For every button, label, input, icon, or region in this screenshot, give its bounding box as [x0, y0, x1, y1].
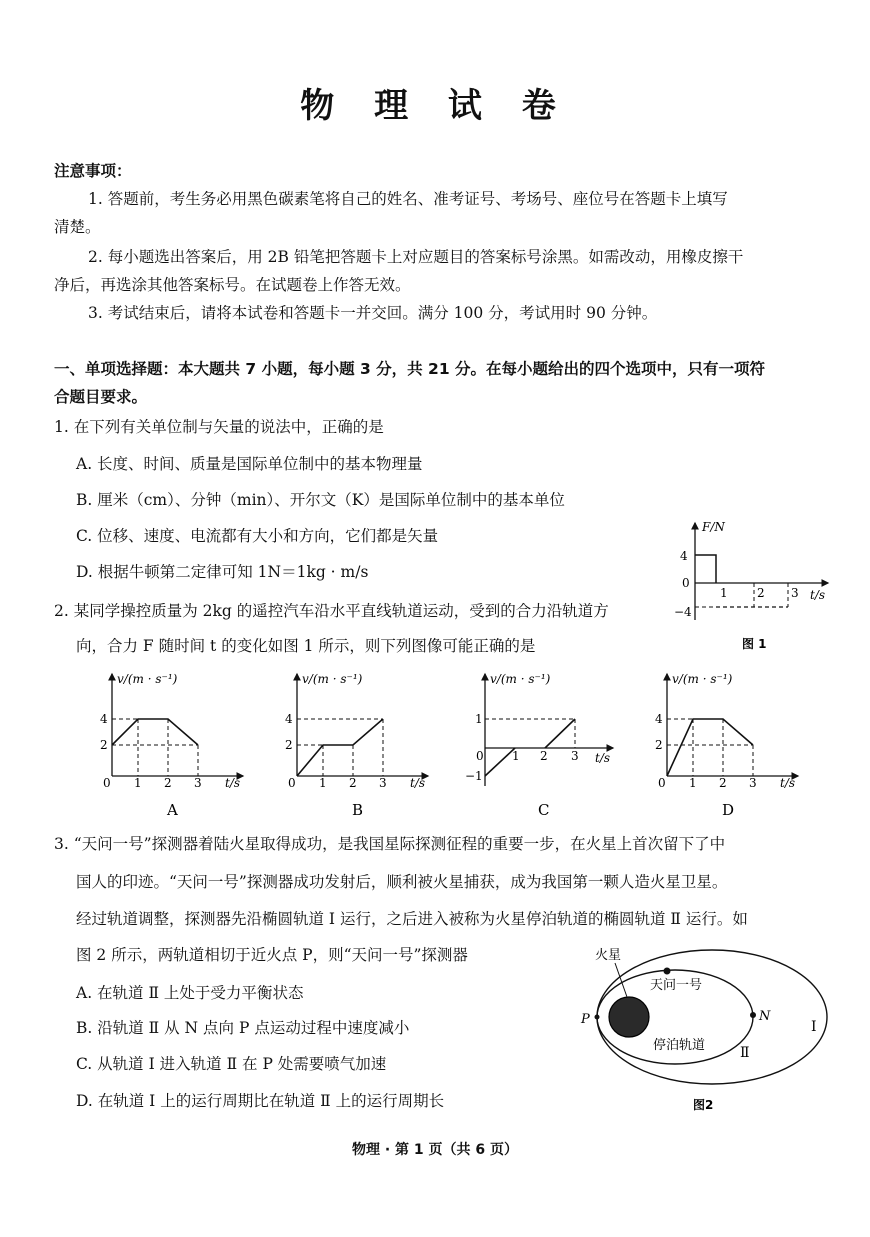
fig1-x-tick-3: 3 — [791, 586, 799, 600]
question-1-stem: 1. 在下列有关单位制与矢量的说法中，正确的是 — [54, 418, 384, 436]
graph-c-curve-segment-2 — [545, 719, 575, 748]
question-3-line-3: 经过轨道调整，探测器先沿椭圆轨道 Ⅰ 运行，之后进入被称为火星停泊轨道的椭圆轨道 Ⅱ 运行。如 — [76, 910, 748, 928]
figure-1-force-time-graph — [670, 515, 840, 655]
mars-planet — [609, 997, 649, 1037]
graph-d-x-label: t/s — [780, 776, 796, 790]
point-p-dot — [595, 1015, 600, 1020]
graph-d-label: D — [722, 801, 735, 819]
graph-b-y-tick-4: 4 — [285, 712, 293, 726]
section-1-heading-line-1: 一、单项选择题：本大题共 7 小题，每小题 3 分，共 21 分。在每小题给出的四个选项中，只有一项符 — [54, 360, 766, 378]
graph-b-y-tick-2: 2 — [285, 738, 293, 752]
graph-a-label: A — [167, 801, 178, 819]
graph-a-x-tick-2: 2 — [164, 776, 172, 790]
question-1-option-a: A. 长度、时间、质量是国际单位制中的基本物理量 — [76, 455, 423, 473]
graph-b-x-tick-1: 1 — [319, 776, 327, 790]
mars-label: 火星 — [595, 948, 622, 963]
fig1-x-tick-1: 1 — [720, 586, 728, 600]
parking-orbit-label: 停泊轨道 — [653, 1038, 706, 1053]
notice-item-1-line-1: 1. 答题前，考生务必用黑色碳素笔将自己的姓名、准考证号、考场号、座位号在答题卡上填写 — [88, 190, 728, 208]
graph-c-x-tick-3: 3 — [571, 749, 579, 763]
fig1-x-label: t/s — [810, 588, 826, 602]
fig1-y-tick-neg4: −4 — [674, 605, 692, 619]
question-3-option-c: C. 从轨道 Ⅰ 进入轨道 Ⅱ 在 P 处需要喷气加速 — [76, 1055, 387, 1073]
graph-c-x-tick-1: 1 — [512, 749, 520, 763]
point-n-dot — [750, 1012, 756, 1018]
graph-a-y-label: v/(m · s⁻¹) — [117, 672, 178, 686]
graph-a-x-tick-1: 1 — [134, 776, 142, 790]
graph-c-y-tick-1: 1 — [475, 712, 483, 726]
graph-b-x-label: t/s — [410, 776, 426, 790]
graph-a-y-tick-4: 4 — [100, 712, 108, 726]
graph-a-origin: 0 — [103, 776, 111, 790]
graph-a-y-tick-2: 2 — [100, 738, 108, 752]
graph-a-x-label: t/s — [225, 776, 241, 790]
graph-c-x-label: t/s — [595, 751, 611, 765]
graph-d-curve — [667, 719, 753, 776]
notice-item-3: 3. 考试结束后，请将本试卷和答题卡一并交回。满分 100 分，考试用时 90 分钟。 — [88, 304, 658, 322]
graph-c-curve-segment-1 — [485, 748, 515, 776]
fig1-y-tick-0: 0 — [682, 576, 690, 590]
page-footer: 物理 · 第 1 页（共 6 页） — [351, 1142, 519, 1158]
graph-d-x-tick-3: 3 — [749, 776, 757, 790]
notice-heading: 注意事项： — [54, 162, 132, 180]
graph-b-x-tick-3: 3 — [379, 776, 387, 790]
graph-a-guides — [112, 719, 198, 776]
probe-dot — [664, 968, 671, 975]
question-1-option-b: B. 厘米（cm）、分钟（min）、开尔文（K）是国际单位制中的基本单位 — [76, 491, 565, 509]
page-title: 物 理 试 卷 — [300, 86, 570, 126]
point-n-label: N — [759, 1009, 771, 1024]
graph-d-x-tick-1: 1 — [689, 776, 697, 790]
graph-c-y-tick-neg1: −1 — [465, 769, 483, 783]
question-2-line-2: 向，合力 F 随时间 t 的变化如图 1 所示，则下列图像可能正确的是 — [76, 637, 536, 655]
graph-d-y-label: v/(m · s⁻¹) — [672, 672, 733, 686]
notice-item-1-line-2: 清楚。 — [54, 218, 101, 236]
graph-b-x-tick-2: 2 — [349, 776, 357, 790]
fig1-force-segment-1 — [695, 555, 716, 583]
graph-b — [280, 668, 440, 823]
orbit-1-label: Ⅰ — [811, 1019, 817, 1035]
fig1-y-tick-4: 4 — [680, 549, 688, 563]
probe-label: 天问一号 — [650, 978, 703, 993]
graph-d — [650, 668, 810, 823]
graph-b-label: B — [352, 801, 364, 819]
orbit-2-label: Ⅱ — [740, 1045, 750, 1061]
graph-b-y-label: v/(m · s⁻¹) — [302, 672, 363, 686]
graph-b-curve — [297, 719, 383, 776]
fig1-y-label: F/N — [702, 520, 725, 534]
graph-c-label: C — [538, 801, 550, 819]
section-1-heading-line-2: 合题目要求。 — [54, 388, 148, 406]
graph-a — [95, 668, 255, 823]
graph-a-x-tick-3: 3 — [194, 776, 202, 790]
graph-c — [465, 668, 625, 823]
question-2-line-1: 2. 某同学操控质量为 2kg 的遥控汽车沿水平直线轨道运动，受到的合力沿轨道方 — [54, 602, 609, 620]
point-p-label: P — [581, 1012, 590, 1027]
figure-2-orbit-diagram — [575, 935, 840, 1120]
notice-item-2-line-2: 净后，再选涂其他答案标号。在试题卷上作答无效。 — [54, 276, 411, 294]
graph-c-guides — [485, 719, 575, 748]
fig1-caption: 图 1 — [742, 637, 767, 651]
question-3-line-2: 国人的印迹。“天问一号”探测器成功发射后，顺利被火星捕获，成为我国第一颗人造火星卫星。 — [76, 873, 728, 891]
graph-d-x-tick-2: 2 — [719, 776, 727, 790]
graph-d-origin: 0 — [658, 776, 666, 790]
graph-c-origin: 0 — [476, 749, 484, 763]
question-3-option-b: B. 沿轨道 Ⅱ 从 N 点向 P 点运动过程中速度减小 — [76, 1019, 410, 1037]
question-1-option-c: C. 位移、速度、电流都有大小和方向，它们都是矢量 — [76, 527, 439, 545]
graph-d-y-tick-4: 4 — [655, 712, 663, 726]
graph-c-x-tick-2: 2 — [540, 749, 548, 763]
question-1-option-d: D. 根据牛顿第二定律可知 1N＝1kg · m/s — [76, 563, 369, 581]
question-3-line-1: 3. “天问一号”探测器着陆火星取得成功，是我国星际探测征程的重要一步，在火星上首次留下了中 — [54, 835, 726, 853]
question-3-option-d: D. 在轨道 Ⅰ 上的运行周期比在轨道 Ⅱ 上的运行周期长 — [76, 1092, 445, 1110]
question-3-option-a: A. 在轨道 Ⅱ 上处于受力平衡状态 — [76, 984, 304, 1002]
question-3-line-4: 图 2 所示，两轨道相切于近火点 P，则“天问一号”探测器 — [76, 946, 468, 964]
graph-a-curve — [112, 719, 198, 745]
graph-b-guides — [297, 719, 383, 776]
graph-b-origin: 0 — [288, 776, 296, 790]
graph-c-y-label: v/(m · s⁻¹) — [490, 672, 551, 686]
fig2-caption: 图2 — [693, 1098, 714, 1112]
fig1-x-tick-2: 2 — [757, 586, 765, 600]
notice-item-2-line-1: 2. 每小题选出答案后，用 2B 铅笔把答题卡上对应题目的答案标号涂黑。如需改动，用橡皮擦干 — [88, 248, 744, 266]
graph-d-y-tick-2: 2 — [655, 738, 663, 752]
